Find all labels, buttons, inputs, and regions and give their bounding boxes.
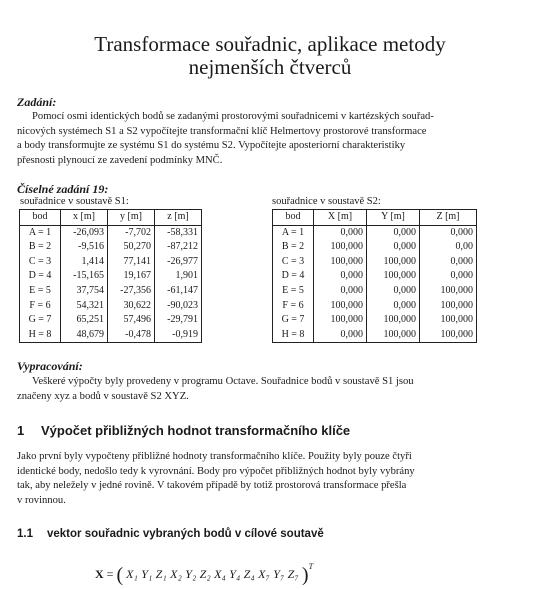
point-label-cell: B = 2 bbox=[273, 240, 314, 255]
coordinate-cell: 65,251 bbox=[61, 313, 108, 328]
coordinate-cell: 0,000 bbox=[367, 225, 420, 240]
section-1-line: Jako první byly vypočteny přibližné hodnoty transformačního klíče. Použity byly pouze čtyři bbox=[17, 451, 412, 462]
coordinate-cell: -61,147 bbox=[155, 284, 202, 299]
section-1-line: identické body, nedošlo tedy k vyrovnání. Body pro výpočet přibližných hodnot byly vybrány bbox=[17, 465, 415, 477]
column-header: Z [m] bbox=[420, 210, 477, 226]
section-1-heading bbox=[17, 423, 350, 438]
point-label-cell: C = 3 bbox=[273, 255, 314, 270]
column-header: z [m] bbox=[155, 210, 202, 226]
column-header: Y [m] bbox=[367, 210, 420, 226]
document-title bbox=[20, 33, 520, 79]
formula-lhs: X bbox=[95, 567, 104, 581]
coordinate-cell: 0,000 bbox=[367, 299, 420, 314]
ciselne-heading: Číselné zadání 19: bbox=[17, 182, 109, 196]
point-label-cell: C = 3 bbox=[20, 255, 61, 270]
zadani-line: nicových systémech S1 a S2 vypočítejte transformační klíč Helmertovy prostorové transformace bbox=[17, 125, 427, 137]
coordinate-cell: 1,901 bbox=[155, 269, 202, 284]
coordinate-cell: -15,165 bbox=[61, 269, 108, 284]
zadani-line: a body transformujte ze systému S1 do systému S2. Vypočítejte aposteriorní charakteristiky bbox=[17, 140, 406, 152]
table-row bbox=[273, 299, 477, 314]
coordinate-cell: 0,000 bbox=[314, 269, 367, 284]
section-1-line: v rovinnou. bbox=[17, 494, 66, 506]
title-line-1: Transformace souřadnic, aplikace metody bbox=[94, 32, 446, 56]
coordinate-cell: 30,622 bbox=[108, 299, 155, 314]
point-label-cell: H = 8 bbox=[273, 328, 314, 343]
coordinate-cell: 0,000 bbox=[420, 255, 477, 270]
table-row bbox=[273, 284, 477, 299]
subsection-title: vektor souřadnic vybraných bodů v cílové soutavě bbox=[47, 528, 324, 540]
point-label-cell: E = 5 bbox=[273, 284, 314, 299]
coordinate-cell: 57,496 bbox=[108, 313, 155, 328]
coordinate-cell: 77,141 bbox=[108, 255, 155, 270]
title-line-2: nejmenších čtverců bbox=[188, 55, 352, 79]
s1-coordinates-table bbox=[19, 209, 202, 343]
table-row bbox=[20, 313, 202, 328]
table-row bbox=[273, 328, 477, 343]
point-label-cell: D = 4 bbox=[273, 269, 314, 284]
coordinate-cell: 100,000 bbox=[314, 313, 367, 328]
coordinate-cell: 0,000 bbox=[367, 240, 420, 255]
table-row bbox=[20, 299, 202, 314]
coordinate-cell: 1,414 bbox=[61, 255, 108, 270]
point-label-cell: D = 4 bbox=[20, 269, 61, 284]
table-row bbox=[20, 328, 202, 343]
point-label-cell: H = 8 bbox=[20, 328, 61, 343]
coordinate-cell: 0,000 bbox=[367, 284, 420, 299]
zadani-text bbox=[17, 110, 517, 168]
point-label-cell: A = 1 bbox=[20, 225, 61, 240]
point-label-cell: F = 6 bbox=[273, 299, 314, 314]
coordinate-cell: -29,791 bbox=[155, 313, 202, 328]
table-row bbox=[20, 284, 202, 299]
coordinate-cell: -9,516 bbox=[61, 240, 108, 255]
coordinate-cell: -26,093 bbox=[61, 225, 108, 240]
s1-table-label: souřadnice v soustavě S1: bbox=[20, 196, 129, 207]
point-label-cell: E = 5 bbox=[20, 284, 61, 299]
zadani-line: Pomocí osmi identických bodů se zadanými prostorovými souřadnicemi v kartézských souřad- bbox=[32, 111, 434, 122]
coordinate-cell: -87,212 bbox=[155, 240, 202, 255]
coordinate-cell: 100,000 bbox=[314, 255, 367, 270]
coordinate-cell: 48,679 bbox=[61, 328, 108, 343]
coordinate-cell: 100,000 bbox=[367, 255, 420, 270]
section-1-line: tak, aby neležely v jedné rovině. V takovém případě by totiž prostorová transformace přešla bbox=[17, 480, 407, 492]
coordinate-cell: 0,000 bbox=[314, 328, 367, 343]
column-header: x [m] bbox=[61, 210, 108, 226]
vypracovani-heading: Vypracování: bbox=[17, 359, 83, 373]
formula-close-paren: ) bbox=[301, 564, 309, 586]
table-row bbox=[273, 225, 477, 240]
coordinate-cell: 0,000 bbox=[314, 284, 367, 299]
coordinate-cell: -27,356 bbox=[108, 284, 155, 299]
coordinate-cell: 0,000 bbox=[420, 225, 477, 240]
formula-open-paren: ( bbox=[116, 564, 124, 586]
section-title: Výpočet přibližných hodnot transformačního klíče bbox=[41, 423, 351, 438]
table-row bbox=[273, 240, 477, 255]
column-header: bod bbox=[20, 210, 61, 226]
zadani-heading: Zadání: bbox=[17, 95, 57, 109]
table-row bbox=[20, 225, 202, 240]
coordinate-cell: 37,754 bbox=[61, 284, 108, 299]
coordinate-cell: 100,000 bbox=[367, 328, 420, 343]
vypracovani-text bbox=[17, 375, 517, 404]
point-label-cell: F = 6 bbox=[20, 299, 61, 314]
coordinate-cell: 100,000 bbox=[314, 299, 367, 314]
point-label-cell: A = 1 bbox=[273, 225, 314, 240]
point-label-cell: G = 7 bbox=[273, 313, 314, 328]
table-row bbox=[20, 240, 202, 255]
coordinate-cell: 50,270 bbox=[108, 240, 155, 255]
subsection-number: 1.1 bbox=[17, 528, 33, 540]
coordinate-cell: -0,919 bbox=[155, 328, 202, 343]
coordinate-cell: 100,000 bbox=[420, 284, 477, 299]
subsection-1-1-heading bbox=[17, 528, 324, 540]
coordinate-cell: 100,000 bbox=[314, 240, 367, 255]
s2-coordinates-table bbox=[272, 209, 477, 343]
coordinate-cell: -26,977 bbox=[155, 255, 202, 270]
formula-equals: = bbox=[103, 567, 117, 581]
coordinate-cell: 100,000 bbox=[420, 328, 477, 343]
vypracovani-line: značeny xyz a bodů v soustavě S2 XYZ. bbox=[17, 390, 189, 402]
coordinate-vector-formula bbox=[95, 562, 313, 587]
table-header-row bbox=[273, 210, 477, 226]
coordinate-cell: 19,167 bbox=[108, 269, 155, 284]
coordinate-cell: 100,000 bbox=[420, 313, 477, 328]
coordinate-cell: 0,00 bbox=[420, 240, 477, 255]
section-number: 1 bbox=[17, 423, 25, 438]
point-label-cell: B = 2 bbox=[20, 240, 61, 255]
s2-table-label: souřadnice v soustavě S2: bbox=[272, 196, 381, 207]
column-header: bod bbox=[273, 210, 314, 226]
table-header-row bbox=[20, 210, 202, 226]
zadani-line: přesnosti plynoucí ze zavedení podmínky MNČ. bbox=[17, 154, 223, 166]
coordinate-cell: 100,000 bbox=[367, 269, 420, 284]
coordinate-cell: 100,000 bbox=[367, 313, 420, 328]
coordinate-cell: -58,331 bbox=[155, 225, 202, 240]
column-header: y [m] bbox=[108, 210, 155, 226]
table-row bbox=[273, 269, 477, 284]
coordinate-cell: -7,702 bbox=[108, 225, 155, 240]
formula-variables: X₁ Y₁ Z₁ X₂ Y₂ Z₂ X₄ Y₄ Z₄ X₇ Y₇ Z₇ bbox=[126, 567, 299, 581]
point-label-cell: G = 7 bbox=[20, 313, 61, 328]
coordinate-cell: 0,000 bbox=[314, 225, 367, 240]
formula-transpose: T bbox=[308, 562, 314, 571]
vypracovani-line: Veškeré výpočty byly provedeny v programu Octave. Souřadnice bodů v soustavě S1 jsou bbox=[32, 376, 414, 387]
coordinate-cell: 100,000 bbox=[420, 299, 477, 314]
coordinate-cell: -90,023 bbox=[155, 299, 202, 314]
table-row bbox=[273, 313, 477, 328]
section-1-text bbox=[17, 450, 517, 508]
coordinate-cell: -0,478 bbox=[108, 328, 155, 343]
table-row bbox=[273, 255, 477, 270]
coordinate-cell: 0,000 bbox=[420, 269, 477, 284]
table-row bbox=[20, 255, 202, 270]
table-row bbox=[20, 269, 202, 284]
coordinate-cell: 54,321 bbox=[61, 299, 108, 314]
column-header: X [m] bbox=[314, 210, 367, 226]
